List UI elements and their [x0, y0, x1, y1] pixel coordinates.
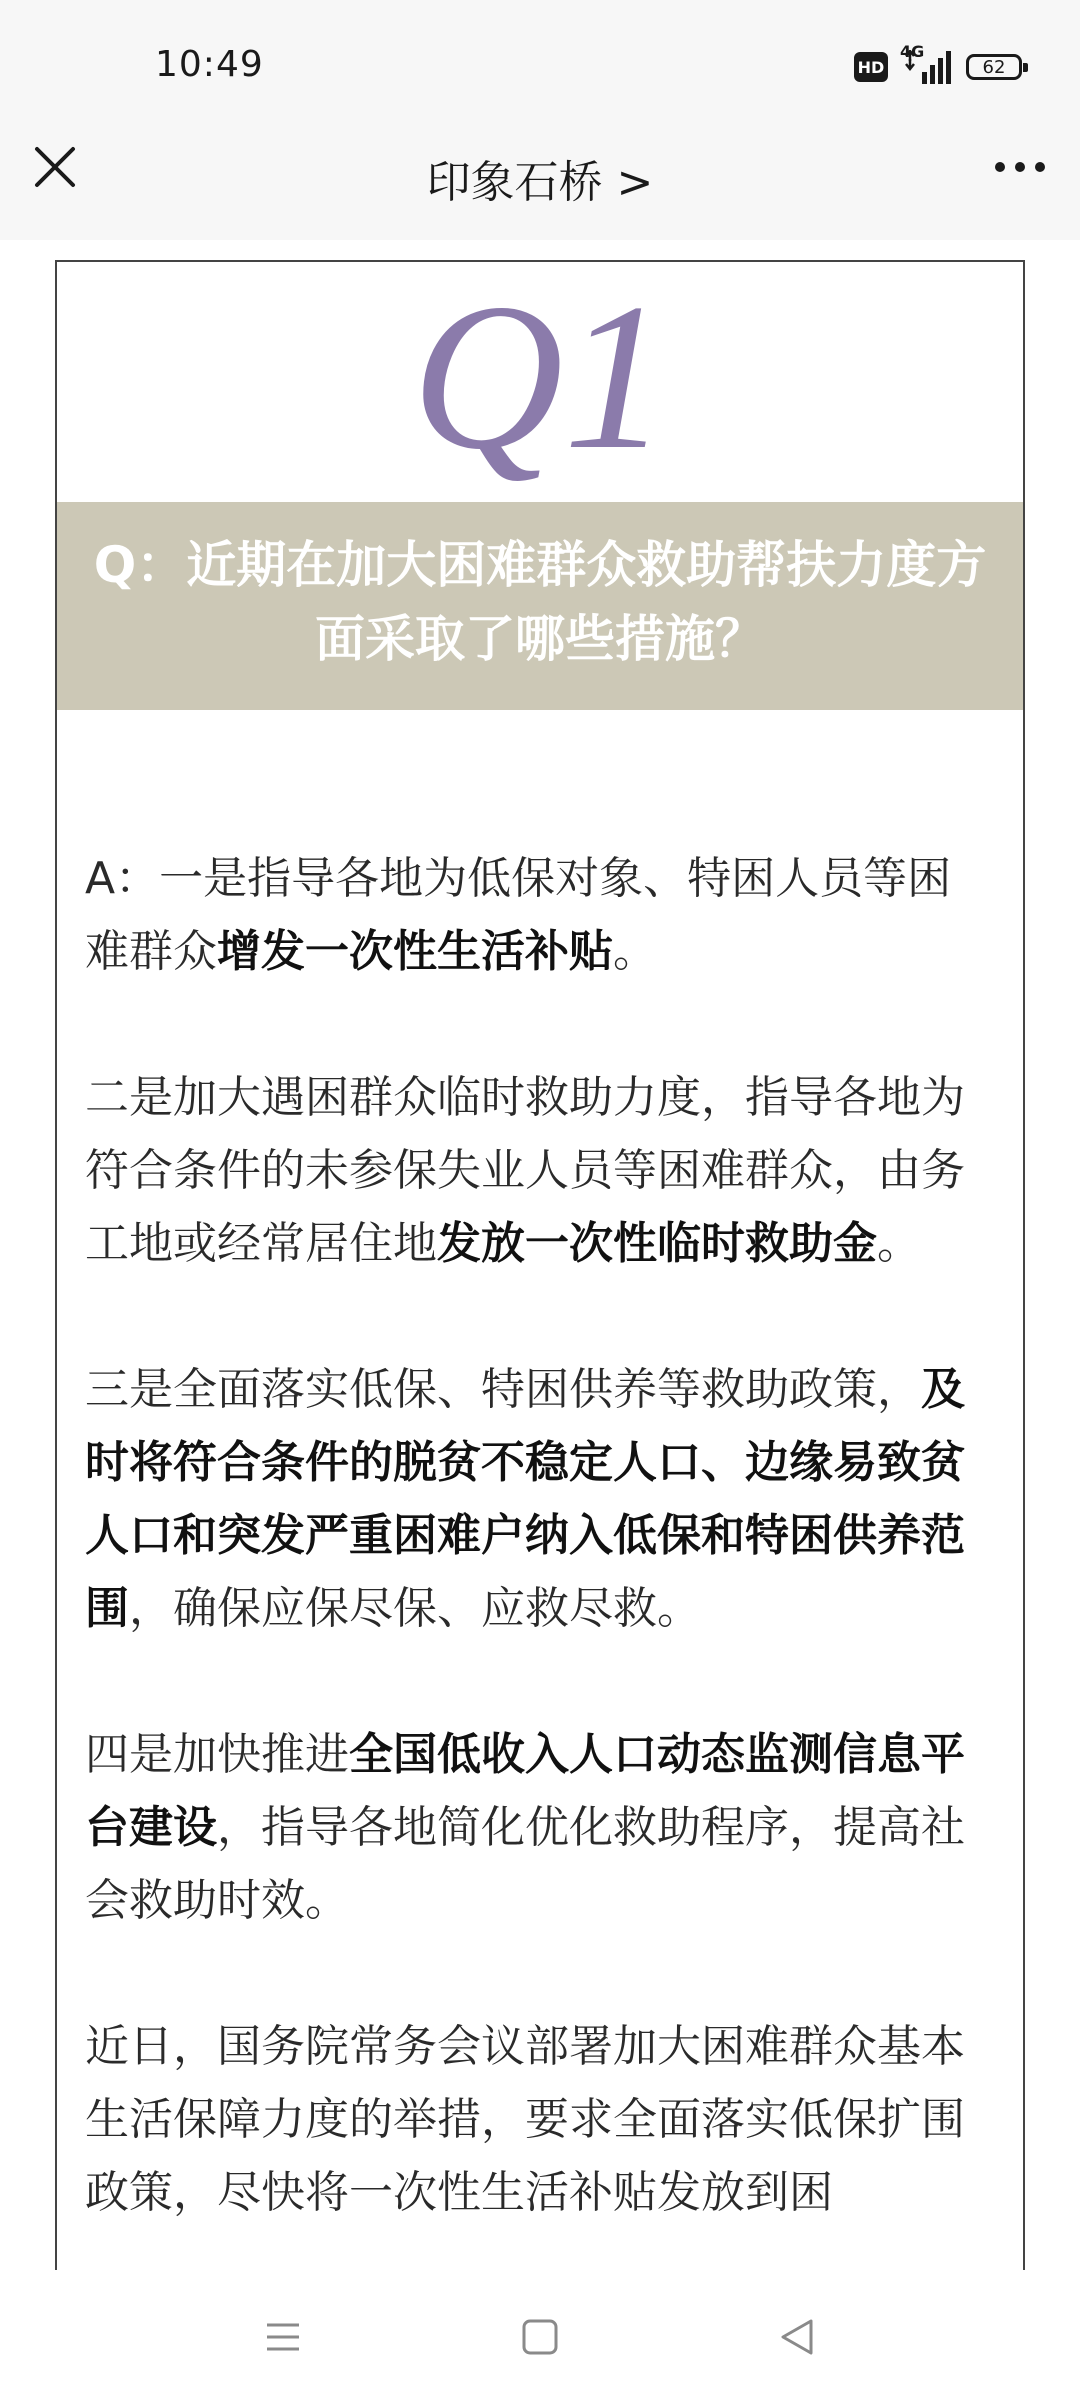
home-button[interactable] [505, 2302, 575, 2372]
answer-text: 四是加快推进 [85, 1729, 349, 1780]
answer-highlight: 全国低收入人口动态监测信息平台建设 [85, 1729, 965, 1853]
answer-text: 二是加大遇困群众临时救助力度，指导各地为符合条件的未参保失业人员等困难群众，由务工地或经常居住地 [85, 1072, 965, 1269]
more-icon [990, 142, 1050, 192]
title-bar [0, 120, 1080, 240]
answer-paragraph [85, 1718, 995, 1937]
account-title-link[interactable]: 印象石桥 > [426, 157, 654, 208]
signal-4g-icon [900, 42, 952, 84]
home-icon [520, 2317, 560, 2357]
answer-text: ，指导各地简化优化救助程序，提高社会救助时效。 [85, 1802, 965, 1926]
answer-text: ，确保应保尽保、应救尽救。 [129, 1583, 701, 1634]
answer-highlight: 及时将符合条件的脱贫不稳定人口、边缘易致贫人口和突发严重困难户纳入低保和特困供养范围 [85, 1364, 965, 1634]
hd-icon: HD [854, 52, 888, 82]
status-icons [854, 42, 1022, 84]
answer-highlight: 发放一次性临时救助金 [437, 1218, 877, 1269]
battery-icon: 62 [966, 54, 1022, 80]
menu-button[interactable] [248, 2302, 318, 2372]
back-icon [777, 2317, 817, 2357]
answer-text: 三是全面落实低保、特困供养等救助政策， [85, 1364, 921, 1415]
answer-paragraph [85, 842, 995, 988]
answer-paragraph [85, 1061, 995, 1280]
question-number: Q1 [411, 261, 669, 493]
answer-text: 近日，国务院常务会议部署加大困难群众基本生活保障力度的举措，要求全面落实低保扩围政策，尽快将一次性生活补贴发放到困 [85, 2021, 965, 2218]
network-label: 4G [900, 42, 925, 61]
menu-icon [263, 2317, 303, 2357]
answer-paragraph [85, 2010, 995, 2229]
back-button[interactable] [762, 2302, 832, 2372]
more-button[interactable] [990, 142, 1050, 192]
question-banner: Q：近期在加大困难群众救助帮扶力度方面采取了哪些措施？ [57, 502, 1023, 710]
answer-text: A：一是指导各地为低保对象、特困人员等困难群众 [85, 853, 952, 977]
answer-text: 。 [877, 1218, 921, 1269]
answer-paragraph [85, 1353, 995, 1645]
article-card [55, 260, 1025, 2270]
status-time: 10:49 [155, 44, 264, 85]
answer-body [85, 842, 995, 2270]
answer-text: 。 [613, 926, 657, 977]
status-bar [0, 0, 1080, 140]
answer-highlight: 增发一次性生活补贴 [217, 926, 613, 977]
system-nav-bar [0, 2270, 1080, 2400]
